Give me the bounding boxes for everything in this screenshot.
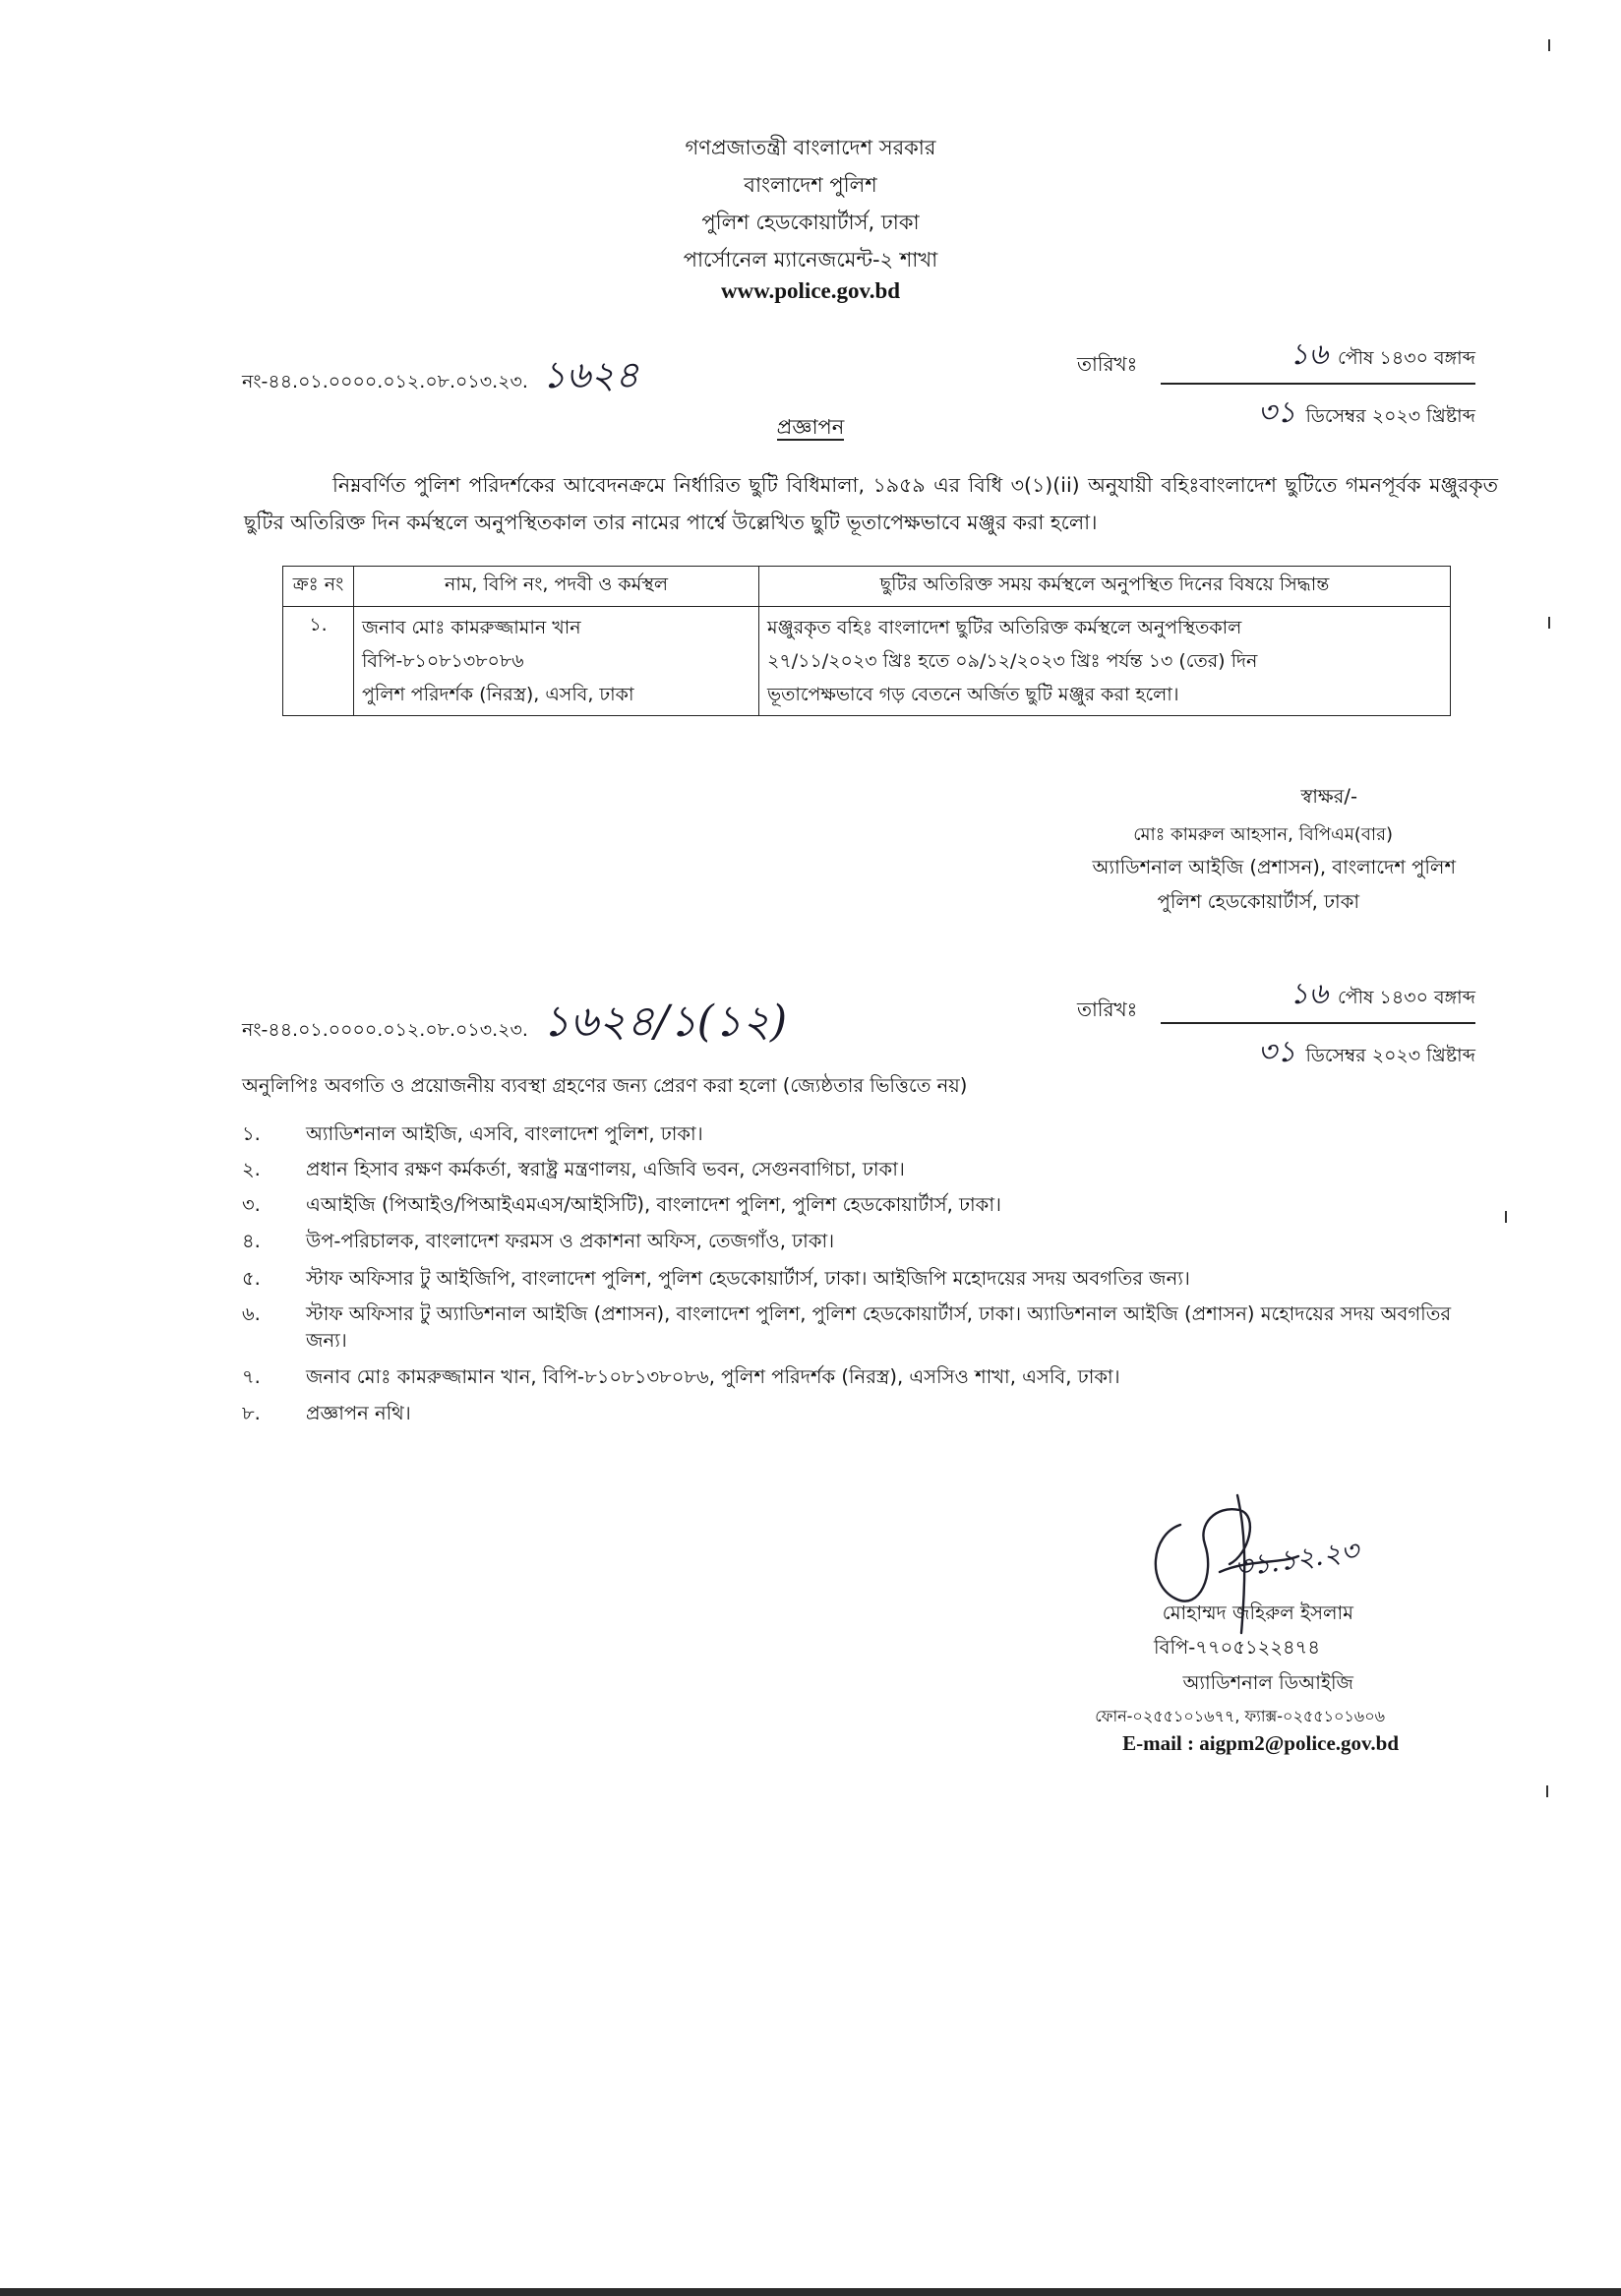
memo2-date-bangla-rest: পৌষ ১৪৩০ বঙ্গাব্দ [1338,987,1475,1008]
signature1-designation: অ্যাডিশনাল আইজি (প্রশাসন), বাংলাদেশ পুলিশ [1092,856,1456,878]
letterhead-office: পুলিশ হেডকোয়ার্টার্স, ঢাকা [701,211,920,234]
signature2-handwritten-date: ৩১.১২.২৩ [1232,1534,1361,1584]
signature2-email: E-mail : aigpm2@police.gov.bd [1122,1731,1399,1755]
person-post: পুলিশ পরিদর্শক (নিরস্ত্র), এসবি, ঢাকা [362,684,634,705]
copy-item-number: ২. [242,1158,261,1180]
memo2-date-gregorian [1161,1028,1475,1078]
copy-item-text: উপ-পরিচালক, বাংলাদেশ ফরমস ও প্রকাশনা অফিস, তেজগাঁও, ঢাকা। [306,1230,835,1252]
table-cell-serial: ১. [283,607,354,716]
signature2-designation: অ্যাডিশনাল ডিআইজি [1182,1671,1353,1694]
signature2-bp: বিপি-৭৭০৫১২২৪৭৪ [1154,1636,1320,1659]
scan-edge-mark [1548,617,1550,629]
signature2-phone-fax: ফোন-০২৫৫১০১৬৭৭, ফ্যাক্স-০২৫৫১০১৬০৬ [1095,1707,1385,1725]
memo2-date [1161,970,1475,1078]
letterhead-branch: পার্সোনেল ম্যানেজমেন্ট-২ শাখা [683,248,938,272]
copy-item-text: জনাব মোঃ কামরুজ্জামান খান, বিপি-৮১০৮১৩৮০৮৬, পুলিশ পরিদর্শক (নিরস্ত্র), এসসিও শাখা, এসবি, ঢাকা। [306,1365,1120,1388]
copy-item-number: ৪. [242,1230,261,1252]
memo2-ref-printed: নং-৪৪.০১.০০০০.০১২.০৮.০১৩.২৩. [242,1019,528,1041]
table-header-name: নাম, বিপি নং, পদবী ও কর্মস্থল [354,567,759,607]
copy-item-number: ৩. [242,1193,261,1216]
copy-item-text: স্টাফ অফিসার টু অ্যাডিশনাল আইজি (প্রশাসন), বাংলাদেশ পুলিশ, পুলিশ হেডকোয়ার্টার্স, ঢাকা। অ্যাডিশনাল আইজি (প্রশাসন) মহোদয়ের সদয় অবগতির জন্য। [306,1302,1452,1352]
memo2-ref-handwritten: ১৬২৪/১(১২) [541,997,788,1047]
memo2-reference [242,989,787,1060]
letterhead-website: www.police.gov.bd [720,278,901,303]
memo1-date-bangla [1161,331,1475,381]
copy-item-text: প্রজ্ঞাপন নথি। [306,1402,411,1424]
memo2-date-bangla-day: ১৬ [1290,977,1328,1011]
letterhead-government: গণপ্রজাতন্ত্রী বাংলাদেশ সরকার [685,136,936,159]
memo2-date-bangla [1161,970,1475,1020]
decision-line-1: মঞ্জুরকৃত বহিঃ বাংলাদেশ ছুটির অতিরিক্ত কর্মস্থলে অনুপস্থিতকাল [767,617,1242,638]
memo1-date-rule [1161,383,1475,385]
memo2-date-rule [1161,1022,1475,1024]
signature1-office: পুলিশ হেডকোয়ার্টার্স, ঢাকা [1157,890,1359,913]
copy-item-number: ৮. [242,1402,261,1424]
person-name: জনাব মোঃ কামরুজ্জামান খান [362,617,581,638]
letterhead-organization: বাংলাদেশ পুলিশ [744,173,877,197]
memo1-date-bangla-day: ১৬ [1290,337,1328,372]
copies-intro: অনুলিপিঃ অবগতি ও প্রয়োজনীয় ব্যবস্থা গ্রহণের জন্য প্রেরণ করা হলো (জ্যেষ্ঠতার ভিত্তিতে নয়) [242,1074,968,1097]
memo1-date-label: তারিখঃ [1077,352,1138,376]
copy-item-text: এআইজি (পিআইও/পিআইএমএস/আইসিটি), বাংলাদেশ পুলিশ, পুলিশ হেডকোয়ার্টার্স, ঢাকা। [306,1193,1001,1216]
copy-item-number: ১. [242,1122,261,1145]
memo2-date-greg-day: ৩১ [1257,1035,1296,1069]
table-header-decision: ছুটির অতিরিক্ত সময় কর্মস্থলে অনুপস্থিত দিনের বিষয়ে সিদ্ধান্ত [759,567,1451,607]
memo1-ref-printed: নং-৪৪.০১.০০০০.০১২.০৮.০১৩.২৩. [242,371,528,393]
signature2-name: মোহাম্মদ জহিরুল ইসলাম [1162,1601,1353,1624]
copy-item-number: ৫. [242,1267,261,1290]
scan-edge-mark [1546,1785,1548,1797]
notice-title: প্রজ্ঞাপন [776,415,845,439]
copy-item-text: প্রধান হিসাব রক্ষণ কর্মকর্তা, স্বরাষ্ট্র মন্ত্রণালয়, এজিবি ভবন, সেগুনবাগিচা, ঢাকা। [306,1158,905,1180]
memo1-ref-handwritten: ১৬২৪ [541,353,639,396]
person-bp: বিপি-৮১০৮১৩৮০৮৬ [362,650,524,672]
memo1-reference [242,346,639,409]
scan-edge-mark [1505,1211,1507,1223]
memo1-date-greg-rest: ডিসেম্বর ২০২৩ খ্রিষ্টাব্দ [1305,405,1475,427]
table-cell-decision [759,607,1451,716]
table-header-row [283,567,1451,607]
notice-body: নিম্নবর্ণিত পুলিশ পরিদর্শকের আবেদনক্রমে নির্ধারিত ছুটি বিধিমালা, ১৯৫৯ এর বিধি ৩(১)(ii) অনুযায়ী বহিঃবাংলাদেশ ছুটিতে গমনপূর্বক মঞ্জুরকৃত ছুটির অতিরিক্ত দিন কর্মস্থলে অনুপস্থিতকাল তার নামের পার্শ্বে উল্লেখিত ছুটি ভূতাপেক্ষভাবে মঞ্জুর করা হলো। [244,473,1498,534]
copy-item-text: অ্যাডিশনাল আইজি, এসবি, বাংলাদেশ পুলিশ, ঢাকা। [306,1122,703,1145]
scan-edge-mark [1548,39,1550,51]
leave-table [282,566,1451,716]
memo2-date-label: তারিখঃ [1077,997,1138,1021]
memo2-date-greg-rest: ডিসেম্বর ২০২৩ খ্রিষ্টাব্দ [1305,1045,1475,1066]
table-row [283,607,1451,716]
decision-line-2: ২৭/১১/২০২৩ খ্রিঃ হতে ০৯/১২/২০২৩ খ্রিঃ পর্যন্ত ১৩ (তের) দিন [767,650,1258,672]
decision-line-3: ভূতাপেক্ষভাবে গড় বেতনে অর্জিত ছুটি মঞ্জুর করা হলো। [767,684,1179,705]
signature1-name: মোঃ কামরুল আহসান, বিপিএম(বার) [1133,824,1393,845]
copy-item-text: স্টাফ অফিসার টু আইজিপি, বাংলাদেশ পুলিশ, পুলিশ হেডকোয়ার্টার্স, ঢাকা। আইজিপি মহোদয়ের সদয় অবগতির জন্য। [306,1267,1190,1290]
copy-item-number: ৬. [242,1302,261,1325]
copy-item-number: ৭. [242,1365,261,1388]
memo1-date-bangla-rest: পৌষ ১৪৩০ বঙ্গাব্দ [1338,347,1475,369]
table-header-serial: ক্রঃ নং [283,567,354,607]
memo1-date-greg-day: ৩১ [1257,395,1296,430]
table-cell-person [354,607,759,716]
scan-bottom-band [0,2288,1621,2296]
signature1-signed: স্বাক্ষর/- [1300,785,1357,808]
